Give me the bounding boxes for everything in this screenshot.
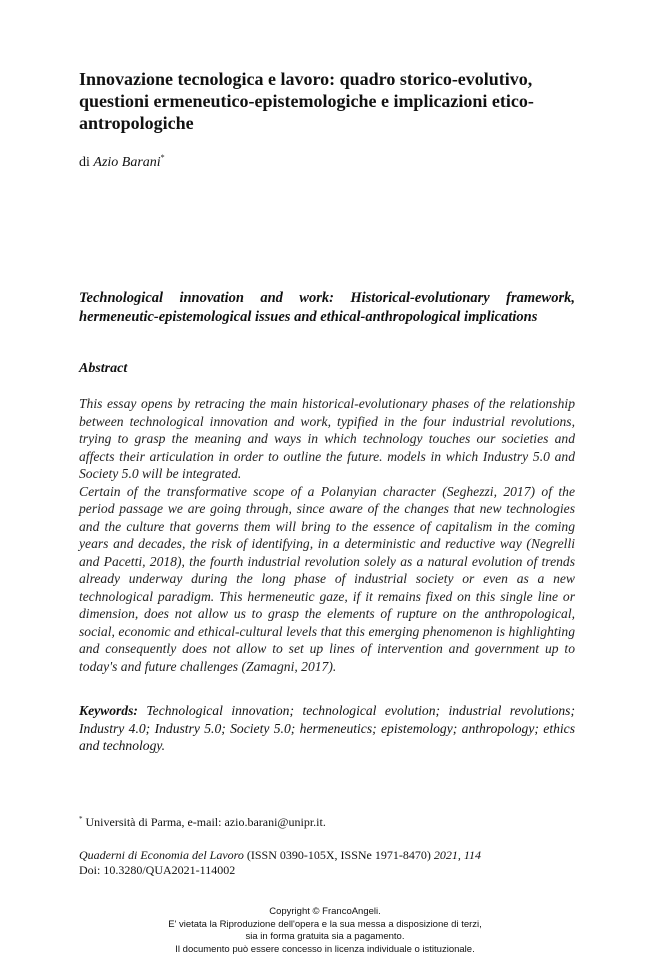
byline-prefix: di — [79, 155, 90, 170]
footnote-mark: * — [79, 815, 83, 823]
author-name: Azio Barani — [93, 155, 161, 170]
author-footnote-mark: * — [160, 153, 165, 162]
journal-name: Quaderni di Economia del Lavoro — [79, 848, 244, 862]
keywords-label: Keywords: — [79, 703, 138, 718]
copyright-line: E' vietata la Riproduzione dell'opera e la sua messa a disposizione di terzi, — [168, 918, 482, 930]
footnote-text: Università di Parma, e-mail: azio.barani@unipr.it. — [85, 815, 326, 829]
journal-doi: Doi: 10.3280/QUA2021-114002 — [79, 863, 236, 877]
english-title: Technological innovation and work: Historical-evolutionary framework, hermeneutic-epistemological issues and ethical-anthropological implications — [79, 290, 575, 325]
byline — [79, 155, 165, 171]
keywords-text: Technological innovation; technological evolution; industrial revolutions; Industry 4.0; Industry 5.0; Society 5.0; hermeneutics; epistemology; anthropology; ethics and technology. — [79, 703, 575, 753]
abstract-body — [79, 395, 575, 675]
journal-issn: (ISSN 0390-105X, ISSNe 1971-8470) — [246, 848, 431, 862]
keywords — [79, 702, 575, 755]
copyright-line: sia in forma gratuita sia a pagamento. — [245, 931, 405, 942]
journal-info — [79, 848, 481, 878]
abstract-paragraph: Certain of the transformative scope of a Polanyian character (Seghezzi, 2017) of the period passage we are going through, since aware of the changes that new technologies and the culture that governs them will bring to the essence of capitalism in the coming years and decades, the risk of identifying, in a deterministic and reductive way (Negrelli and Pacetti, 2018), the fourth industrial revolution solely as a natural evolution of trends already underway during the long phase of industrial society or even as a new technological paradigm. This hermeneutic gaze, if it remains fixed on this single line or dimension, does not allow us to grasp the elements of rupture on the anthropological, social, economic and ethical-cultural levels that this emerging phenomenon is highlighting and consequently does not allow to set up lines of intervention and government up to today's and future challenges (Zamagni, 2017). — [79, 483, 575, 674]
abstract-heading: Abstract — [79, 361, 128, 376]
journal-year-issue: 2021, 114 — [433, 848, 481, 862]
copyright-line: Il documento può essere concesso in licenza individuale o istituzionale. — [175, 943, 475, 955]
footnote — [79, 815, 326, 830]
abstract-paragraph: This essay opens by retracing the main historical-evolutionary phases of the relationship between technological innovation and work, typified in the four industrial revolutions, trying to grasp the meaning and ways in which technology touches our societies and affects their articulation in order to outline the future. models in which Industry 5.0 and Society 5.0 will be integrated. — [79, 396, 575, 481]
copyright-notice — [0, 906, 650, 956]
journal-citation — [79, 848, 481, 863]
article-title: Innovazione tecnologica e lavoro: quadro storico-evolutivo, questioni ermeneutico-epistemologiche e implicazioni etico-antropologiche — [79, 69, 534, 133]
copyright-line: Copyright © FrancoAngeli. — [269, 906, 381, 917]
